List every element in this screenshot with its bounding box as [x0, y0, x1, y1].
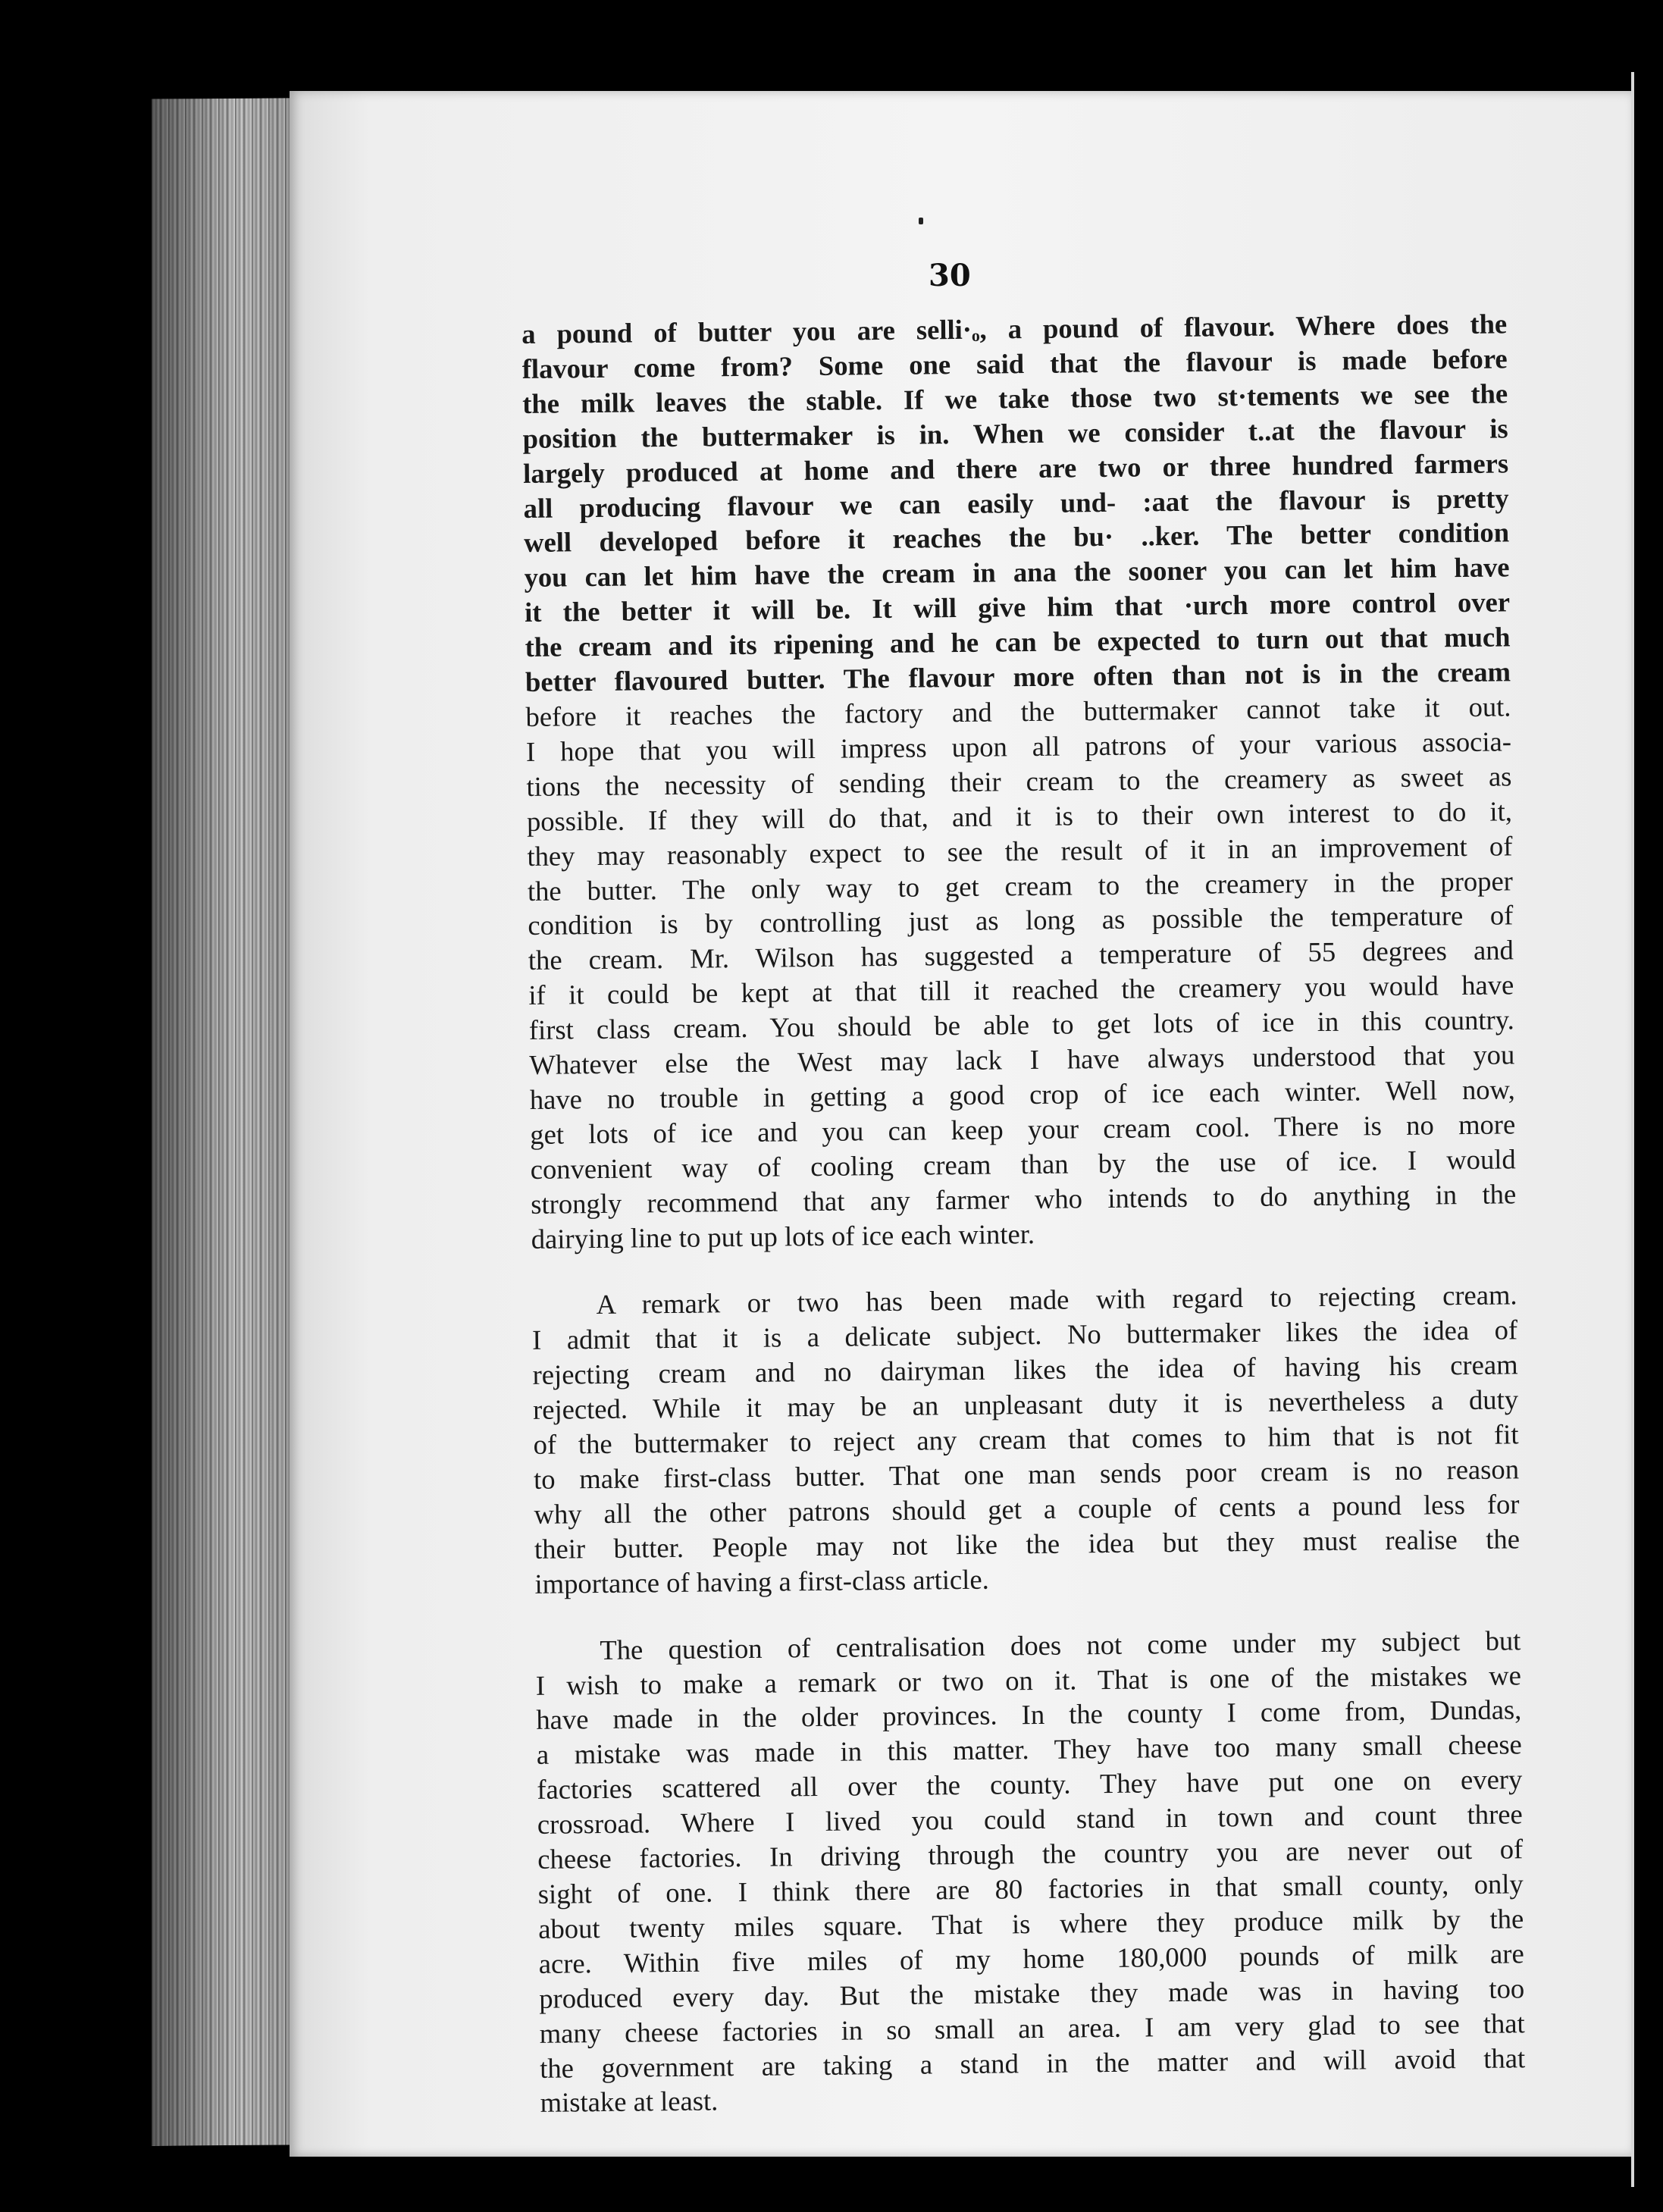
text-line: factories scattered all over the county. They have put one on every — [537, 1763, 1523, 1806]
text-line: rejecting cream and no dairyman likes the idea of having his cream — [532, 1349, 1518, 1391]
text-line: largely produced at home and there are two or three hundred farmers — [522, 447, 1509, 489]
text-line: to make first-class butter. That one man sends poor cream is no reason — [533, 1453, 1520, 1495]
text-line: the cream and its ripening and he can be expected to turn out that much — [525, 621, 1511, 663]
text-line: have made in the older provinces. In the county I come from, Dundas, — [536, 1693, 1522, 1736]
text-line: position the buttermaker is in. When we consider t..at the flavour is — [522, 412, 1508, 454]
text-line: why all the other patrons should get a couple of cents a pound less for — [534, 1488, 1520, 1530]
page-number: 30 — [929, 258, 971, 293]
text-line: produced every day. But the mistake they made was in having too — [539, 1972, 1525, 2014]
text-line: condition is by controlling just as long as possible the temperature of — [528, 899, 1514, 942]
text-line: A remark or two has been made with regard to rejecting cream. — [596, 1279, 1517, 1321]
text-line: get lots of ice and you can keep your cream cool. There is no more — [530, 1108, 1516, 1150]
text-line: many cheese factories in so small an area. I am very glad to see that — [539, 2007, 1525, 2049]
text-line: sight of one. I think there are 80 factories in that small county, only — [537, 1868, 1524, 1910]
text-line: a pound of butter you are selli·ₒ, a pound of flavour. Where does the — [521, 308, 1508, 349]
text-line: about twenty miles square. That is where they produce milk by the — [538, 1903, 1524, 1944]
text-line: the butter. The only way to get cream to the creamery in the proper — [527, 864, 1514, 907]
paragraph-rejecting-cream — [531, 1278, 1520, 1602]
text-line: a mistake was made in this matter. They have too many small cheese — [536, 1728, 1523, 1771]
text-line: acre. Within five miles of my home 180,000 pounds of milk are — [538, 1938, 1524, 1979]
text-line: cheese factories. In driving through the country you are never out of — [537, 1833, 1524, 1875]
paragraph-centralisation — [535, 1623, 1526, 2120]
ink-speck — [919, 218, 923, 224]
text-line: flavour come from? Some one said that the flavour is made before — [521, 343, 1508, 384]
text-line: the cream. Mr. Wilson has suggested a temperature of 55 degrees and — [528, 934, 1514, 976]
text-line: they may reasonably expect to see the result of it in an improvement of — [527, 829, 1513, 872]
text-line: tions the necessity of sending their cream to the creamery as sweet as — [526, 760, 1512, 802]
paragraph-flavour — [521, 306, 1517, 1256]
page-body-text — [521, 306, 1526, 2120]
text-line: well developed before it reaches the bu· ..ker. The better condition — [523, 516, 1510, 559]
text-line: Whatever else the West may lack I have always understood that you — [529, 1039, 1515, 1080]
page-edges-shadow — [152, 99, 296, 2145]
text-line: before it reaches the factory and the buttermaker cannot take it out. — [525, 691, 1511, 732]
text-line: possible. If they will do that, and it is to their own interest to do it, — [526, 795, 1513, 837]
text-line: mistake at least. — [540, 2085, 719, 2119]
text-line: it the better it will be. It will give him that ·urch more control over — [524, 586, 1511, 628]
text-line: rejected. While it may be an unpleasant duty it is nevertheless a duty — [532, 1383, 1519, 1426]
text-line: have no trouble in getting a good crop of ice each winter. Well now, — [529, 1073, 1515, 1115]
text-line: the milk leaves the stable. If we take those two st·tements we see the — [521, 378, 1508, 419]
facing-page-edge — [1631, 72, 1663, 2187]
text-line: I hope that you will impress upon all patrons of your various associa- — [525, 725, 1512, 767]
text-line: The question of centralisation does not come under my subject but — [600, 1624, 1521, 1665]
text-line: crossroad. Where I lived you could stand in town and count three — [537, 1798, 1523, 1841]
text-line: the government are taking a stand in the matter and will avoid that — [539, 2041, 1526, 2084]
text-line: I admit that it is a delicate subject. No buttermaker likes the idea of — [531, 1314, 1518, 1356]
text-line: better flavoured butter. The flavour more often than not is in the cream — [525, 656, 1511, 698]
text-line: convenient way of cooling cream than by the use of ice. I would — [530, 1143, 1516, 1185]
text-line: you can let him have the cream in ana the sooner you can let him have — [524, 551, 1510, 594]
text-line: strongly recommend that any farmer who intends to do anything in the — [531, 1177, 1517, 1220]
text-line: all producing flavour we can easily und- :aat the flavour is pretty — [523, 481, 1509, 524]
text-line: their butter. People may not like the idea but they must realise the — [534, 1523, 1521, 1565]
text-line: if it could be kept at that till it reached the creamery you would have — [528, 969, 1514, 1011]
text-line: importance of having a first-class article. — [534, 1563, 989, 1599]
text-line: of the buttermaker to reject any cream that comes to him that is not fit — [533, 1418, 1519, 1461]
text-line: dairying line to put up lots of ice each winter. — [531, 1217, 1035, 1255]
text-line: first class cream. You should be able to get lots of ice in this country. — [528, 1004, 1514, 1046]
text-line: I wish to make a remark or two on it. That is one of the mistakes we — [535, 1659, 1522, 1701]
